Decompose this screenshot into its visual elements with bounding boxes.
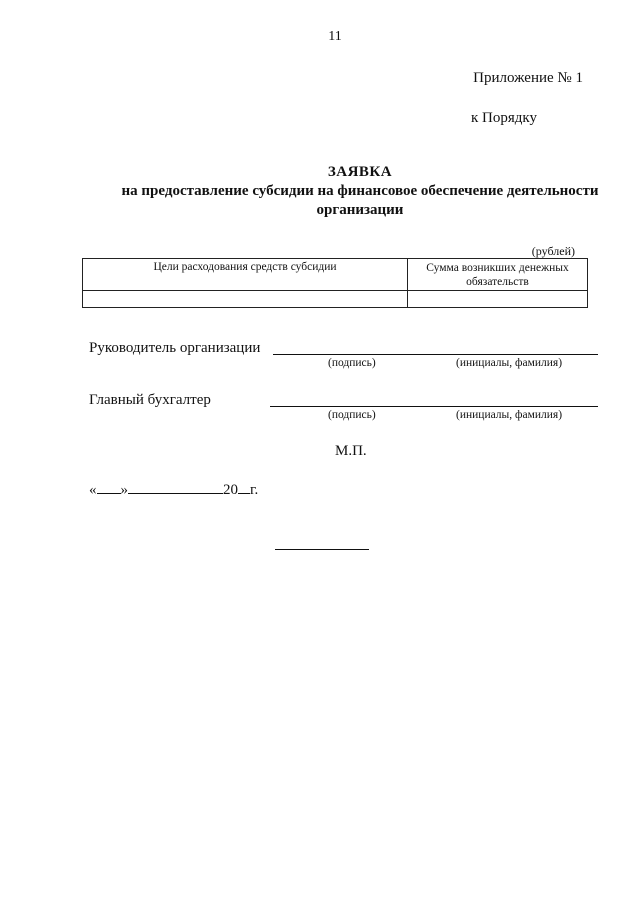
column-header-purposes (83, 259, 408, 291)
chief-accountant-label: Главный бухгалтер (89, 392, 211, 408)
date-year-suffix: г. (250, 482, 259, 498)
table-header-row (83, 259, 588, 291)
stamp-placeholder: М.П. (335, 443, 367, 459)
table-cell-amount[interactable] (408, 291, 588, 308)
currency-note: (рублей) (531, 244, 575, 258)
date-field (89, 481, 258, 499)
date-year-prefix: 20 (223, 482, 238, 498)
table-cell-purpose[interactable] (83, 291, 408, 308)
accountant-signature-caption: (подпись) (328, 409, 376, 421)
page-number: 11 (328, 29, 342, 44)
column-header-amount-line2: обязательств (466, 276, 529, 288)
to-order-label: к Порядку (471, 110, 537, 126)
date-open-quote: « (89, 482, 97, 498)
column-header-purposes-text: Цели расходования средств субсидии (153, 261, 337, 273)
head-signature-line[interactable] (273, 354, 598, 355)
title-block (60, 164, 640, 219)
expenditure-table (82, 258, 588, 308)
date-year-blank[interactable] (238, 481, 250, 494)
accountant-signature-line[interactable] (270, 406, 598, 407)
head-name-caption: (инициалы, фамилия) (456, 357, 563, 369)
accountant-name-caption: (инициалы, фамилия) (456, 409, 563, 421)
date-close-quote: » (120, 482, 128, 498)
appendix-label: Приложение № 1 (473, 70, 583, 86)
table-row (83, 291, 588, 308)
head-signature-caption: (подпись) (328, 357, 376, 369)
document-title: ЗАЯВКА (327, 164, 393, 180)
column-header-amount (408, 259, 588, 291)
document-subtitle-line2: организации (316, 202, 404, 218)
date-day-blank[interactable] (97, 481, 121, 494)
document-subtitle-line1: на предоставление субсидии на финансовое обеспечение деятельности (121, 183, 599, 199)
date-month-blank[interactable] (128, 481, 223, 494)
end-of-document-line (275, 549, 369, 550)
head-of-organization-label: Руководитель организации (89, 340, 261, 356)
column-header-amount-line1: Сумма возникших денежных (426, 262, 569, 274)
